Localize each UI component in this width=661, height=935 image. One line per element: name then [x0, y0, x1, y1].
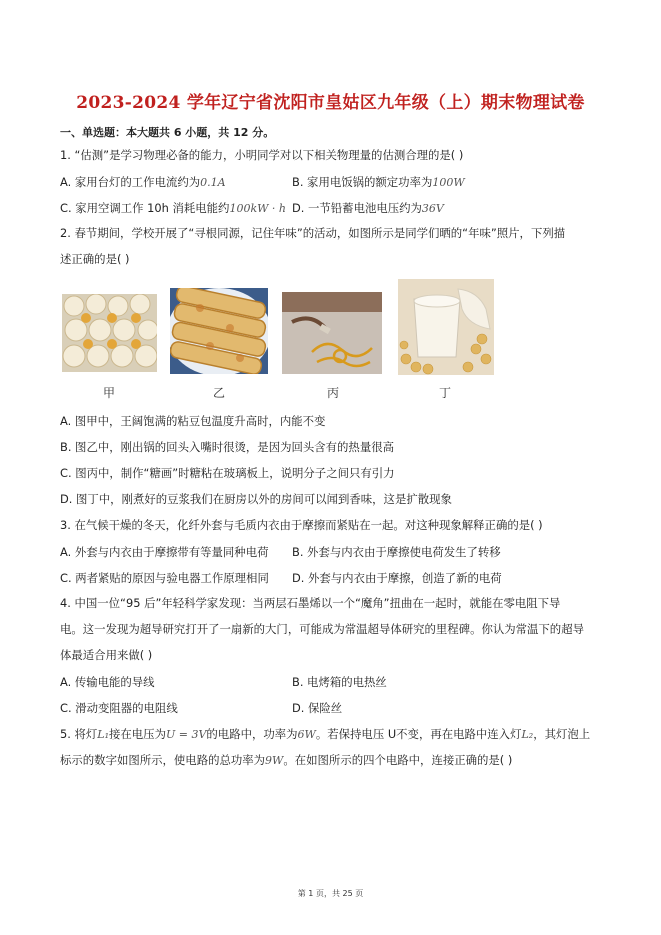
q5-power-total: 9W	[265, 754, 284, 767]
q5-text-2: 接在电压为	[109, 727, 166, 741]
q2-option-c: C. 图丙中，制作“糖画”时糖粘在玻璃板上，说明分子之间只有引力	[60, 466, 395, 480]
question-2-stem-line-2: 述正确的是( )	[60, 252, 130, 266]
photo-bing-sugar-painting	[282, 292, 382, 374]
q4-option-a: A. 传输电能的导线	[60, 675, 155, 689]
question-5-stem-line-1	[60, 726, 606, 742]
photo-jia-sticky-buns	[62, 294, 157, 372]
q1-option-a-text: A. 家用台灯的工作电流约为	[60, 175, 201, 189]
photo-ding-soy-milk	[398, 279, 494, 375]
q5-lamp-l1: L₁	[97, 728, 109, 741]
q5-lamp-l2: L₂	[521, 728, 534, 741]
photo-caption-jia: 甲	[103, 386, 116, 400]
q1-option-d-text: D. 一节铅蓄电池电压约为	[292, 201, 422, 215]
q1-option-c	[60, 200, 286, 216]
q5-text-5: ，其灯泡上	[533, 727, 591, 741]
q1-option-a	[60, 174, 226, 190]
q1-option-b	[292, 174, 465, 190]
q5-text-1: 5. 将灯	[60, 727, 98, 741]
question-5-stem-line-2	[60, 752, 512, 768]
q3-option-a: A. 外套与内衣由于摩擦带有等量同种电荷	[60, 545, 269, 559]
photo-caption-bing: 丙	[327, 386, 340, 400]
q2-option-d: D. 图丁中，刚煮好的豆浆我们在厨房以外的房间可以闻到香味，这是扩散现象	[60, 492, 452, 506]
q1-option-c-value: 100kW · h	[229, 202, 286, 215]
question-1-stem: 1. “估测”是学习物理必备的能力，小明同学对以下相关物理量的估测合理的是( )	[60, 148, 464, 162]
q4-option-b: B. 电烤箱的电热丝	[292, 675, 387, 689]
q3-option-d: D. 外套与内衣由于摩擦，创造了新的电荷	[292, 571, 502, 585]
q1-option-b-text: B. 家用电饭锅的额定功率为	[292, 175, 433, 189]
q1-option-d	[292, 200, 444, 216]
q2-option-b: B. 图乙中，刚出锅的回头入嘴时很烫，是因为回头含有的热量很高	[60, 440, 394, 454]
question-3-stem: 3. 在气候干燥的冬天，化纤外套与毛质内衣由于摩擦而紧贴在一起。对这种现象解释正确的是( )	[60, 518, 543, 532]
page-footer: 第 1 页，共 25 页	[297, 889, 364, 898]
q5-text-6: 标示的数字如图所示，使电路的总功率为	[60, 753, 266, 767]
q4-option-c: C. 滑动变阻器的电阻线	[60, 701, 178, 715]
photo-yi-fried-dumplings	[170, 288, 268, 374]
question-2-stem-line-1: 2. 春节期间，学校开展了“寻根同源，记住年味”的活动，如图所示是同学们晒的“年味”照片，下列描	[60, 226, 566, 240]
q5-voltage: U = 3V	[165, 728, 207, 741]
question-4-stem-line-1: 4. 中国一位“95 后”年轻科学家发现：当两层石墨烯以一个“魔角”扭曲在一起时，就能在零电阻下导	[60, 596, 561, 610]
q5-power-1: 6W	[297, 728, 316, 741]
q5-text-3: 的电路中，功率为	[206, 727, 298, 741]
photo-caption-ding: 丁	[439, 386, 452, 400]
q1-option-c-text: C. 家用空调工作 10h 消耗电能约	[60, 201, 230, 215]
section-heading: 一、单选题：本大题共 6 小题，共 12 分。	[60, 126, 275, 139]
exam-title: 2023-2024 学年辽宁省沈阳市皇姑区九年级（上）期末物理试卷	[76, 93, 585, 113]
q4-option-d: D. 保险丝	[292, 701, 343, 715]
q2-option-a: A. 图甲中，王阔饱满的粘豆包温度升高时，内能不变	[60, 414, 326, 428]
q5-text-7: 。在如图所示的四个电路中，连接正确的是( )	[283, 753, 513, 767]
question-4-stem-line-2: 电。这一发现为超导研究打开了一扇新的大门，可能成为常温超导体研究的里程碑。你认为常温下的超导	[60, 622, 584, 636]
question-4-stem-line-3: 体最适合用来做( )	[60, 648, 153, 662]
q1-option-b-value: 100W	[432, 176, 465, 189]
q1-option-d-value: 36V	[421, 202, 444, 215]
photo-caption-yi: 乙	[213, 386, 226, 400]
q3-option-c: C. 两者紧贴的原因与验电器工作原理相同	[60, 571, 269, 585]
q5-text-4: 。若保持电压 U不变，再在电路中连入灯	[315, 727, 522, 741]
q1-option-a-value: 0.1A	[200, 176, 226, 189]
q3-option-b: B. 外套与内衣由于摩擦使电荷发生了转移	[292, 545, 501, 559]
